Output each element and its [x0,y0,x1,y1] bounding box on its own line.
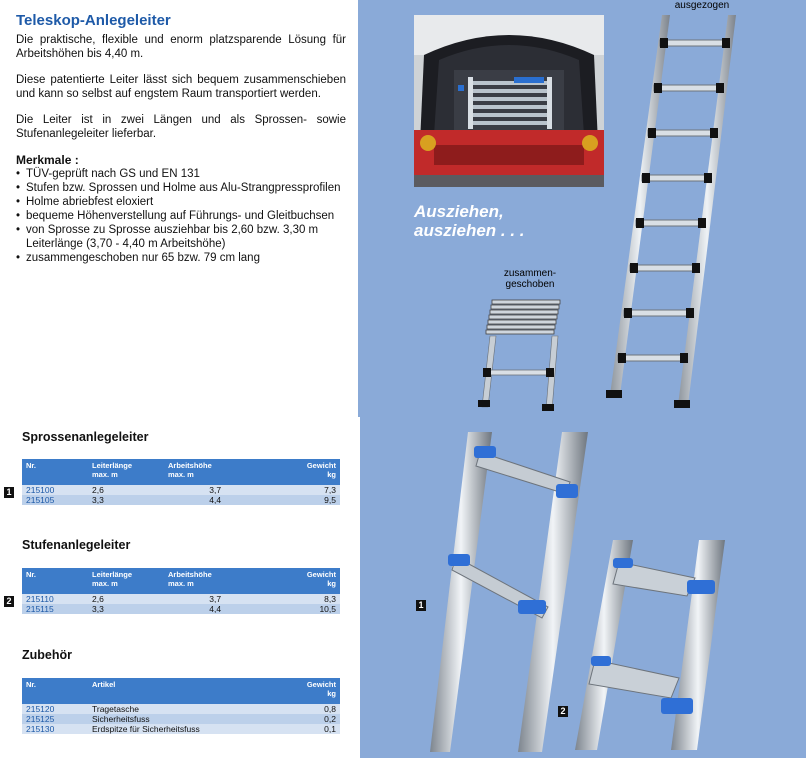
cell-gewicht: 7,3 [266,485,340,495]
table-row [22,604,340,614]
feature-item: • Stufen bzw. Sprossen und Holme aus Alu-Strangpressprofilen [16,181,346,195]
table-row [22,704,340,714]
table-header-row [22,568,340,594]
cell-gewicht: 0,1 [279,724,340,734]
cell-nr: 215110 [22,594,88,604]
col-laenge: Leiterlänge max. m [88,568,164,594]
zubehoer-table-title: Zubehör [22,648,72,662]
table-row [22,724,340,734]
features-heading: Merkmale : [16,153,79,167]
feature-item: • TÜV-geprüft nach GS und EN 131 [16,167,346,181]
patent-paragraph: Diese patentierte Leiter lässt sich bequem zusammenschieben und kann so selbst auf engstem Raum transportiert werden. [16,74,346,100]
feature-item: • von Sprosse zu Sprosse ausziehbar bis 2,60 bzw. 3,30 m Leiterlänge (3,70 - 4,40 m Arbeitshöhe) [16,223,346,251]
label-extended: ausgezogen [674,0,730,11]
cell-laenge: 2,6 [88,594,164,604]
slogan-line-2: ausziehen . . . [414,221,525,240]
variants-paragraph: Die Leiter ist in zwei Längen und als Sprossen- sowie Stufenanlegeleiter lieferbar. [16,114,346,140]
slogan [414,202,525,240]
cell-hoehe: 4,4 [164,604,266,614]
table-row [22,495,340,505]
table-header-row [22,459,340,485]
stufen-table [22,568,340,614]
car-trunk-photo [414,15,604,187]
feature-item: • bequeme Höhenverstellung auf Führungs- und Gleitbuchsen [16,209,346,223]
cell-nr: 215100 [22,485,88,495]
cell-nr: 215125 [22,714,88,724]
feature-item: • zusammengeschoben nur 65 bzw. 79 cm lang [16,251,346,265]
cell-gewicht: 10,5 [266,604,340,614]
label-collapsed [480,268,580,290]
cell-laenge: 3,3 [88,604,164,614]
sprossen-table-title: Sprossenanlegeleiter [22,430,149,444]
label-collapsed-line-2: geschoben [505,279,555,290]
cell-hoehe: 3,7 [164,485,266,495]
features-list [16,167,346,265]
cell-nr: 215130 [22,724,88,734]
detail-step-ladder [575,540,735,750]
cell-hoehe: 4,4 [164,495,266,505]
table-header-row [22,678,340,704]
zubehoer-table [22,678,340,734]
cell-gewicht: 0,8 [279,704,340,714]
col-hoehe: Arbeitshöhe max. m [164,459,266,485]
page-title: Teleskop-Anlegeleiter [16,12,171,29]
table-row [22,594,340,604]
sprossen-table [22,459,340,505]
badge-1-detail: 1 [416,600,426,611]
cell-artikel: Erdspitze für Sicherheitsfuss [88,724,279,734]
cell-laenge: 3,3 [88,495,164,505]
collapsed-ladder-illustration [470,292,570,412]
col-gewicht: Gewicht kg [266,459,340,485]
cell-artikel: Tragetasche [88,704,279,714]
col-laenge: Leiterlänge max. m [88,459,164,485]
cell-nr: 215115 [22,604,88,614]
col-nr: Nr. [22,459,88,485]
cell-gewicht: 0,2 [279,714,340,724]
slogan-line-1: Ausziehen, [414,202,504,221]
col-gewicht: Gewicht kg [266,568,340,594]
col-gewicht: Gewicht kg [279,678,340,704]
col-nr: Nr. [22,568,88,594]
cell-gewicht: 9,5 [266,495,340,505]
description-column [16,12,346,265]
cell-hoehe: 3,7 [164,594,266,604]
extended-ladder-illustration [600,10,750,415]
badge-1-table: 1 [4,487,14,498]
label-collapsed-line-1: zusammen- [503,268,557,279]
col-artikel: Artikel [88,678,279,704]
table-row [22,714,340,724]
cell-gewicht: 8,3 [266,594,340,604]
badge-2-detail: 2 [558,706,568,717]
col-nr: Nr. [22,678,88,704]
table-row [22,485,340,495]
badge-2-table: 2 [4,596,14,607]
feature-item: • Holme abriebfest eloxiert [16,195,346,209]
intro-paragraph: Die praktische, flexible und enorm platzsparende Lösung für Arbeitshöhen bis 4,40 m. [16,34,346,60]
col-hoehe: Arbeitshöhe max. m [164,568,266,594]
stufen-table-title: Stufenanlegeleiter [22,538,131,552]
cell-laenge: 2,6 [88,485,164,495]
cell-nr: 215120 [22,704,88,714]
cell-nr: 215105 [22,495,88,505]
cell-artikel: Sicherheitsfuss [88,714,279,724]
